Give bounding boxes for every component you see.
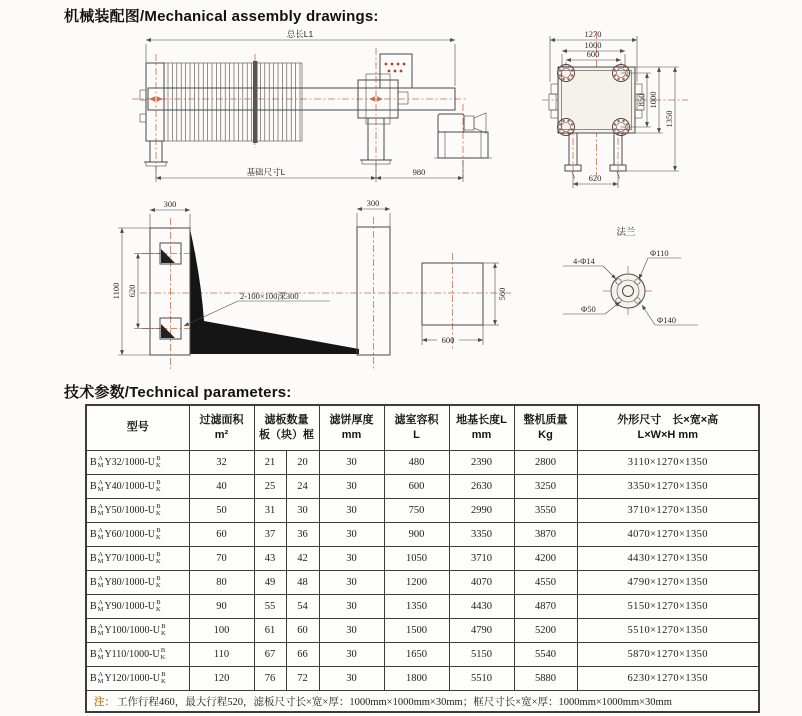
cell-plates-b: 60	[286, 619, 319, 643]
cell-volume: 1350	[384, 595, 449, 619]
cell-volume: 600	[384, 475, 449, 499]
cell-model: B A M Y60/1000-U B K	[86, 523, 189, 547]
cell-foundation: 2390	[449, 451, 514, 475]
col-header-plates: 滤板数量 板（块）框	[254, 405, 319, 451]
table-row	[86, 595, 759, 619]
cell-model: B A M Y32/1000-U B K	[86, 451, 189, 475]
dim-1350: 1350	[664, 110, 674, 128]
dim-1270: 1270	[584, 29, 602, 39]
dim-620: 620	[588, 173, 602, 183]
cell-cake: 30	[319, 595, 384, 619]
col-header-area: 过滤面积 m²	[189, 405, 254, 451]
cell-area: 40	[189, 475, 254, 499]
table-row	[86, 619, 759, 643]
cell-volume: 1650	[384, 643, 449, 667]
cell-dims: 4070×1270×1350	[577, 523, 759, 547]
cell-area: 110	[189, 643, 254, 667]
cell-weight: 4200	[514, 547, 577, 571]
cell-area: 70	[189, 547, 254, 571]
cell-foundation: 2990	[449, 499, 514, 523]
cell-plates-b: 36	[286, 523, 319, 547]
cell-plates-b: 48	[286, 571, 319, 595]
cell-model: B A M Y120/1000-U B K	[86, 667, 189, 691]
cell-plates-a: 67	[254, 643, 286, 667]
cell-foundation: 4070	[449, 571, 514, 595]
cell-cake: 30	[319, 451, 384, 475]
cell-plates-a: 76	[254, 667, 286, 691]
cell-foundation: 3350	[449, 523, 514, 547]
cell-model: B A M Y70/1000-U B K	[86, 547, 189, 571]
thick-plate	[253, 61, 258, 143]
cell-cake: 30	[319, 475, 384, 499]
cell-weight: 4550	[514, 571, 577, 595]
dim-1000-right: 1000	[648, 91, 658, 109]
cell-plates-a: 21	[254, 451, 286, 475]
cell-dims: 5870×1270×1350	[577, 643, 759, 667]
cell-plates-b: 54	[286, 595, 319, 619]
dim-1100: 1100	[111, 282, 121, 300]
cell-foundation: 2630	[449, 475, 514, 499]
cell-model: B A M Y50/1000-U B K	[86, 499, 189, 523]
cell-volume: 750	[384, 499, 449, 523]
cell-cake: 30	[319, 643, 384, 667]
cell-plates-a: 49	[254, 571, 286, 595]
cell-plates-b: 24	[286, 475, 319, 499]
table-row	[86, 475, 759, 499]
cell-plates-b: 42	[286, 547, 319, 571]
control-buttons	[385, 63, 406, 73]
dim-300-mid: 300	[366, 198, 380, 208]
cell-weight: 5540	[514, 643, 577, 667]
flange-outer	[611, 274, 645, 308]
holes-annotation: 2-100×100深300	[240, 291, 299, 301]
cell-area: 32	[189, 451, 254, 475]
plate-pack	[164, 63, 302, 141]
dim-1000-top: 1000	[584, 40, 602, 50]
cell-volume: 1500	[384, 619, 449, 643]
note-row	[86, 691, 759, 713]
flange-detail-drawing	[563, 213, 802, 355]
cell-dims: 3110×1270×1350	[577, 451, 759, 475]
cell-plates-a: 37	[254, 523, 286, 547]
cell-foundation: 5510	[449, 667, 514, 691]
cell-plates-a: 25	[254, 475, 286, 499]
col-header-volume: 滤室容积 L	[384, 405, 449, 451]
cell-cake: 30	[319, 667, 384, 691]
label-d110: Φ110	[650, 248, 669, 258]
col-header-dims: 外形尺寸 长×宽×高 L×W×H mm	[577, 405, 759, 451]
col-header-model: 型号	[86, 405, 189, 451]
col-header-foundation: 地基长度L mm	[449, 405, 514, 451]
end-view-drawing	[528, 24, 802, 196]
cell-plates-a: 43	[254, 547, 286, 571]
dim-850: 850	[636, 93, 646, 107]
note-label: 注：	[94, 696, 115, 708]
cell-model: B A M Y100/1000-U B K	[86, 619, 189, 643]
cell-model: B A M Y90/1000-U B K	[86, 595, 189, 619]
cell-dims: 6230×1270×1350	[577, 667, 759, 691]
table-row	[86, 667, 759, 691]
cell-cake: 30	[319, 499, 384, 523]
cell-foundation: 3710	[449, 547, 514, 571]
cell-area: 120	[189, 667, 254, 691]
fixed-head	[146, 63, 164, 141]
parameters-title: 技术参数/Technical parameters:	[64, 384, 292, 401]
table-row	[86, 499, 759, 523]
assembly-title: 机械装配图/Mechanical assembly drawings:	[64, 8, 379, 25]
dim-600: 600	[586, 49, 600, 59]
cell-weight: 4870	[514, 595, 577, 619]
cell-weight: 3550	[514, 499, 577, 523]
cell-plates-a: 61	[254, 619, 286, 643]
dim-600-pad: 600	[441, 335, 455, 345]
cell-foundation: 4430	[449, 595, 514, 619]
cell-dims: 3710×1270×1350	[577, 499, 759, 523]
cell-plates-a: 31	[254, 499, 286, 523]
cell-volume: 480	[384, 451, 449, 475]
cell-weight: 3250	[514, 475, 577, 499]
dim-980: 980	[412, 167, 426, 177]
label-d140: Φ140	[657, 315, 676, 325]
table-row	[86, 451, 759, 475]
table-note	[86, 691, 759, 713]
table-row	[86, 571, 759, 595]
cell-weight: 3870	[514, 523, 577, 547]
dim-560: 560	[497, 287, 507, 301]
cell-cake: 30	[319, 571, 384, 595]
note-text: 工作行程460，最大行程520，滤板尺寸长×宽×厚：1000mm×1000mm×30mm；框尺寸长×宽×厚：1000mm×1000mm×30mm	[117, 696, 672, 708]
cell-weight: 5200	[514, 619, 577, 643]
cell-foundation: 5150	[449, 643, 514, 667]
cell-plates-b: 20	[286, 451, 319, 475]
label-d50: Φ50	[581, 304, 596, 314]
cell-model: B A M Y110/1000-U B K	[86, 643, 189, 667]
table-body	[86, 451, 759, 691]
cell-cake: 30	[319, 523, 384, 547]
cell-plates-b: 72	[286, 667, 319, 691]
flange-title: 法兰	[616, 227, 636, 238]
cell-area: 50	[189, 499, 254, 523]
cell-area: 80	[189, 571, 254, 595]
cell-area: 100	[189, 619, 254, 643]
table-row	[86, 547, 759, 571]
cell-plates-b: 66	[286, 643, 319, 667]
foundation-plan-drawing	[85, 193, 517, 379]
cell-area: 60	[189, 523, 254, 547]
cell-foundation: 4790	[449, 619, 514, 643]
cell-dims: 3350×1270×1350	[577, 475, 759, 499]
parameters-table	[85, 404, 760, 713]
cell-dims: 4790×1270×1350	[577, 571, 759, 595]
cell-dims: 4430×1270×1350	[577, 547, 759, 571]
cell-dims: 5150×1270×1350	[577, 595, 759, 619]
table-row	[86, 643, 759, 667]
cell-cake: 30	[319, 547, 384, 571]
label-bolt-holes: 4-Φ14	[573, 256, 595, 266]
dim-300-left: 300	[163, 199, 177, 209]
cell-volume: 1200	[384, 571, 449, 595]
cell-cake: 30	[319, 619, 384, 643]
cell-volume: 1050	[384, 547, 449, 571]
cell-dims: 5510×1270×1350	[577, 619, 759, 643]
col-header-cake: 滤饼厚度 mm	[319, 405, 384, 451]
side-view-drawing	[112, 26, 516, 194]
col-header-weight: 整机质量 Kg	[514, 405, 577, 451]
cell-model: B A M Y80/1000-U B K	[86, 571, 189, 595]
cell-weight: 5880	[514, 667, 577, 691]
dim-foundation: 基础尺寸L	[246, 167, 286, 177]
header-row	[86, 405, 759, 451]
cell-weight: 2800	[514, 451, 577, 475]
dim-620-foundation: 620	[127, 284, 137, 298]
cell-plates-b: 30	[286, 499, 319, 523]
dim-total-length: 总长L1	[286, 29, 314, 39]
cell-plates-a: 55	[254, 595, 286, 619]
table-row	[86, 523, 759, 547]
cell-area: 90	[189, 595, 254, 619]
cell-model: B A M Y40/1000-U B K	[86, 475, 189, 499]
cell-volume: 900	[384, 523, 449, 547]
cell-volume: 1800	[384, 667, 449, 691]
